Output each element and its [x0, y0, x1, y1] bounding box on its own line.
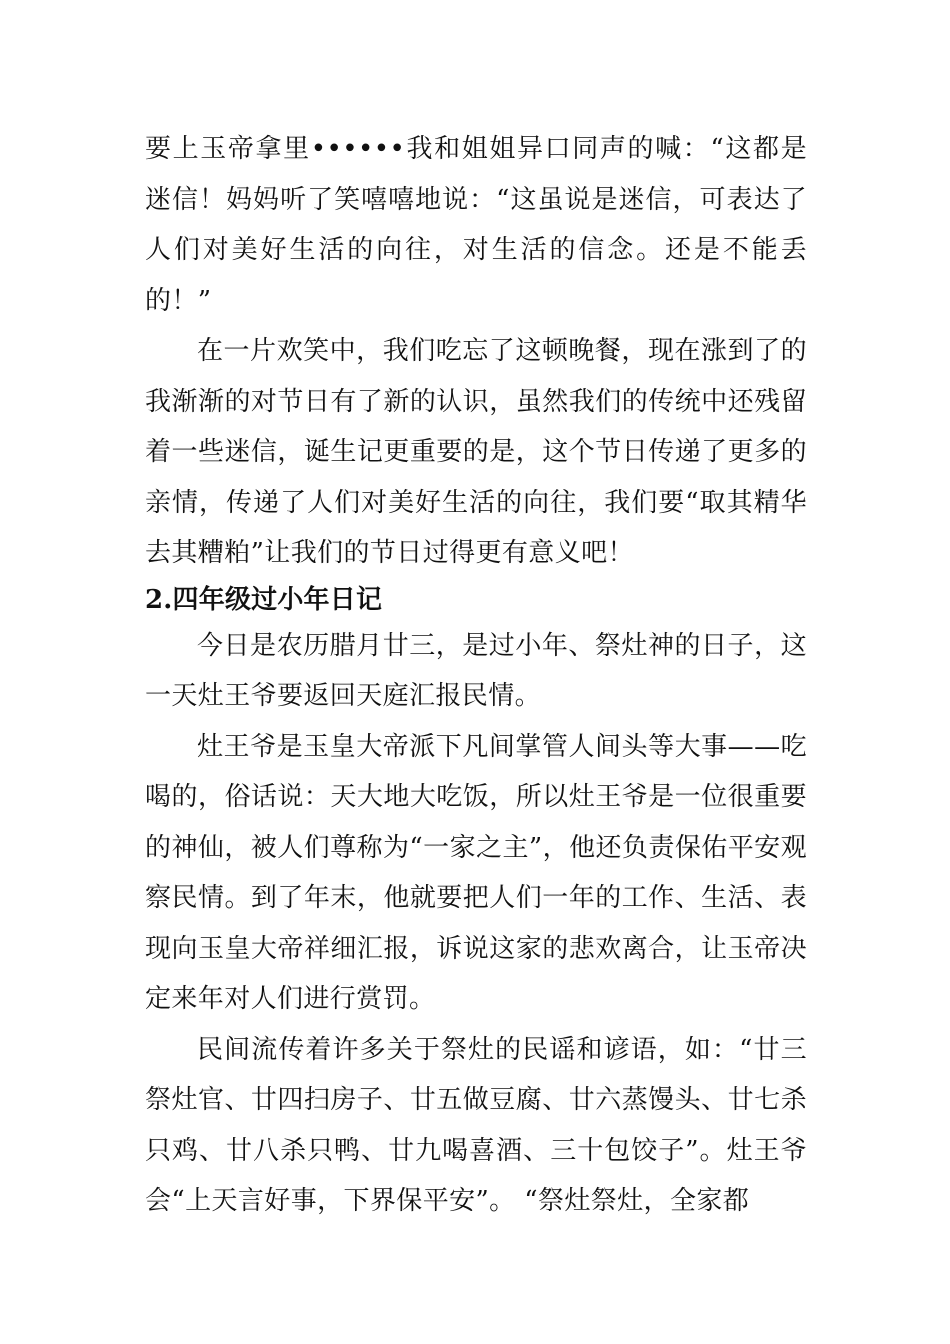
section-title: 2.四年级过小年日记 — [145, 584, 383, 615]
paragraph-kitchen-god: 灶王爷是玉皇大帝派下凡间掌管人间头等大事——吃喝的，俗话说：天大地大吃饭，所以灶王爷是一位很重要的神仙，被人们尊称为“一家之主”，他还负责保佑平安观察民情。到了年末，他就要把人们一年的工作、生活、表现向玉皇大帝祥细汇报，诉说这家的悲欢离合，让玉帝决定来年对人们进行赏罚。 — [145, 731, 807, 1014]
paragraph-continued: 要上玉帝拿里••••••我和姐姐异口同声的喊：“这都是迷信！妈妈听了笑嘻嘻地说：“这虽说是迷信，可表达了人们对美好生活的向往，对生活的信念。还是不能丢的！” — [145, 134, 807, 316]
paragraph-intro: 今日是农历腊月廿三，是过小年、祭灶神的日子，这一天灶王爷要返回天庭汇报民情。 — [145, 630, 807, 711]
document-page — [145, 124, 807, 1227]
paragraph-conclusion: 在一片欢笑中，我们吃忘了这顿晚餐，现在涨到了的我渐渐的对节日有了新的认识，虽然我们的传统中还残留着一些迷信，诞生记更重要的是，这个节日传递了更多的亲情，传递了人们对美好生活的向往，我们要“取其精华去其糟粕”让我们的节日过得更有意义吧！ — [145, 336, 807, 568]
paragraph-folk-rhymes: 民间流传着许多关于祭灶的民谣和谚语，如：“廿三祭灶官、廿四扫房子、廿五做豆腐、廿六蒸馒头、廿七杀只鸡、廿八杀只鸭、廿九喝喜酒、三十包饺子”。灶王爷会“上天言好事，下界保平安”。 “祭灶祭灶，全家都 — [145, 1034, 807, 1216]
